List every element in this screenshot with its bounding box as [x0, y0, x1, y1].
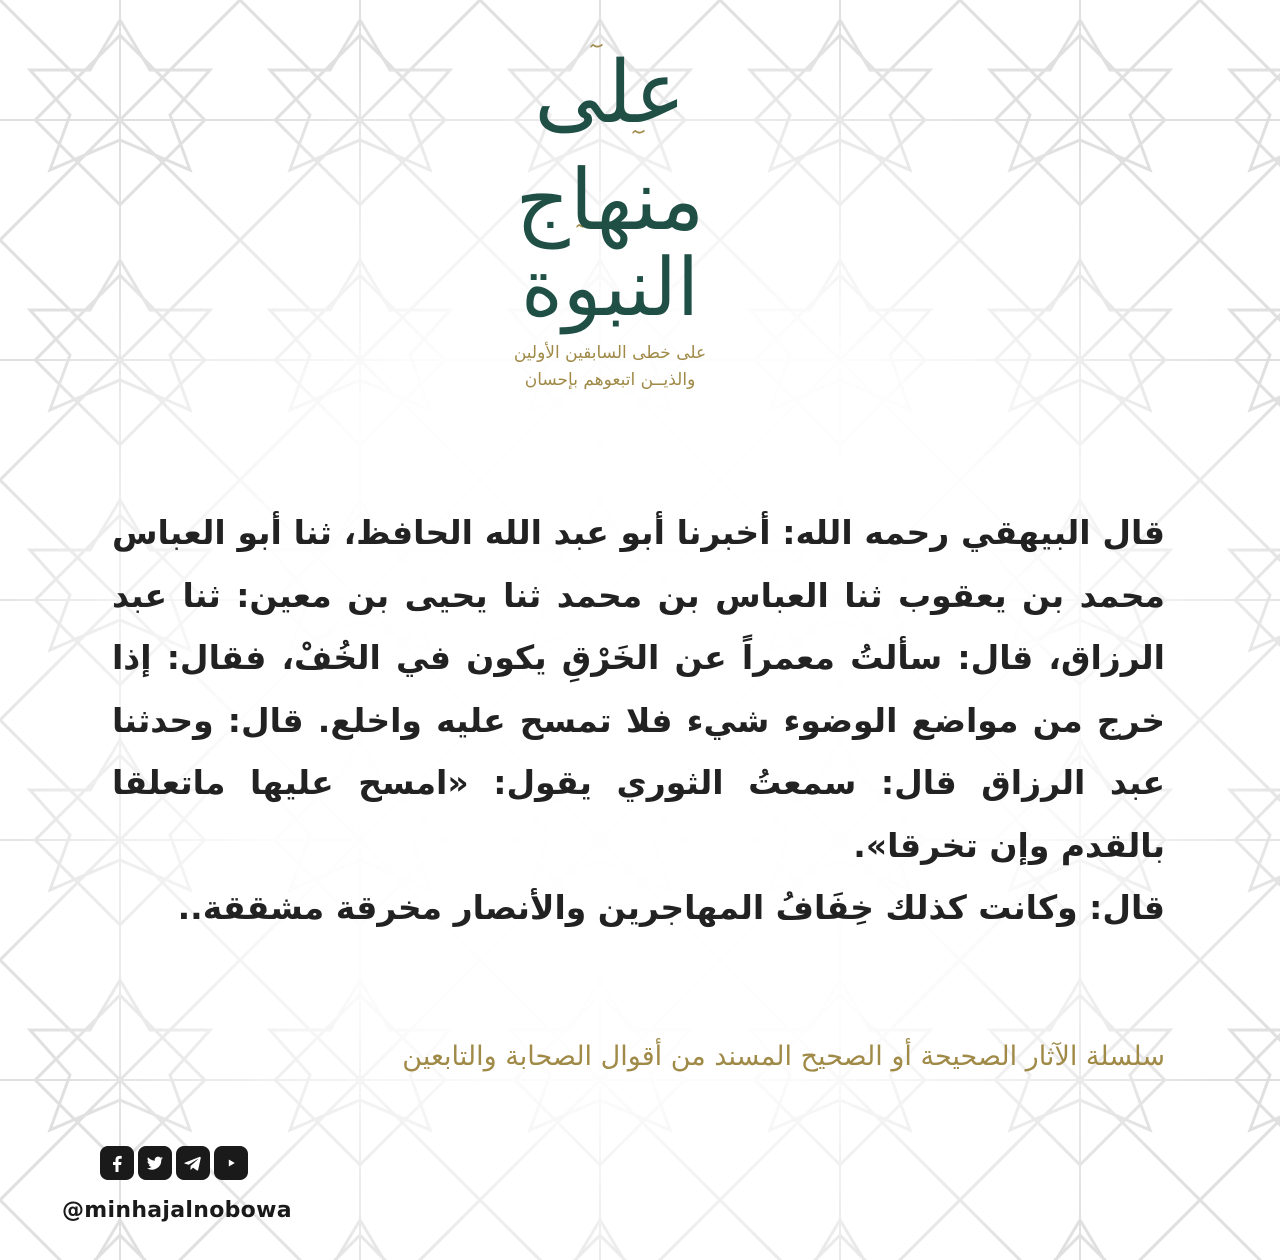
youtube-icon[interactable]	[214, 1146, 248, 1180]
logo	[470, 40, 750, 400]
athar-text	[112, 502, 1165, 940]
logo-tagline	[480, 340, 740, 394]
logo-word-minhaj: منهاج	[515, 151, 705, 249]
facebook-icon[interactable]	[100, 1146, 134, 1180]
athar-paragraph-1: قال البيهقي رحمه الله: أخبرنا أبو عبد الله الحافظ، ثنا أبو العباس محمد بن يعقوب ثنا العباس بن محمد ثنا يحيى بن معين: ثنا عبد الرزاق، قال: سألتُ معمراً عن الخَرْقِ يكون في الخُفْ، فقال: إذا خرج من مواضع الوضوء شيء فلا تمسح عليه واخلع. قال: وحدثنا عبد الرزاق قال: سمعتُ الثوري يقول: «امسح عليها ماتعلقا بالقدم وإن تخرقا».	[112, 513, 1165, 865]
social-icons	[100, 1146, 252, 1182]
logo-word-nobowa: النبوة	[520, 241, 700, 334]
series-title: سلسلة الآثار الصحيحة أو الصحيح المسند من أقوال الصحابة والتابعين	[402, 1041, 1165, 1072]
social-handle[interactable]: @minhajalnobowa	[62, 1198, 292, 1223]
logo-word-ala: على	[534, 43, 686, 143]
logo-tagline-line-2: والذيــن اتبعوهم بإحسان	[524, 370, 696, 390]
telegram-icon[interactable]	[176, 1146, 210, 1180]
athar-paragraph-2: قال: وكانت كذلك خِفَافُ المهاجرين والأنصار مخرقة مشققة..	[177, 888, 1165, 927]
twitter-icon[interactable]	[138, 1146, 172, 1180]
logo-tagline-line-1: على خطى السابقين الأولين	[513, 343, 707, 363]
